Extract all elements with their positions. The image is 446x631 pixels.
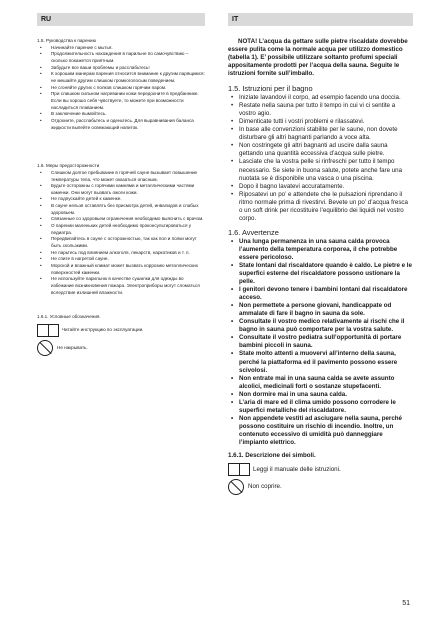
list-item: • Не подпускайте детей к каменке.: [37, 196, 205, 203]
list-item: • Lasciate che la vostra pelle si rinfreschi per tutto il tempo necessario. Se siete in buona salute, potete anche fare una nuotata se è disponibile una vasca o una piscina.: [228, 158, 413, 182]
book-icon: [37, 324, 59, 337]
it-section-1-6-title: 1.6. Avvertenze: [228, 227, 279, 237]
list-item: • Забудьте все ваши проблемы и расслабьтесь!: [37, 65, 205, 72]
list-item: • Не сгоняйте других с полков слишком горячим паром.: [37, 85, 205, 92]
list-item: • Iniziate lavandovi il corpo, ad esempio facendo una doccia.: [228, 94, 413, 102]
list-item: • Non entrate mai in una sauna calda se avete assunto alcolici, medicinali forti o sostanze stupefacenti.: [228, 375, 413, 391]
do-not-cover-icon: [37, 340, 53, 356]
ru-section-1-6-list: [37, 170, 205, 296]
it-symbol-nocover-row: [228, 479, 413, 495]
list-item: • State lontani dal riscaldatore quando è caldo. Le pietre e le superfici esterne del riscaldatore possono ustionare la pelle.: [228, 262, 413, 286]
list-item: • Dimenticate tutti i vostri problemi e rilassatevi.: [228, 118, 413, 126]
list-item: • При слишком сильном нагревании кожи передохните в предбаннике. Если вы хорошо себя чувствуете, то можете при возможности насладиться плаванием.: [37, 91, 205, 111]
list-item: • Морской и влажный климат может вызвать коррозию металлических поверхностей каменки.: [37, 263, 205, 276]
it-nota-paragraph: NOTA! L’acqua da gettare sulle pietre riscaldate dovrebbe essere pulita come la normale acqua per utilizzo domestico (tabella 1). E’ possibile utilizzare soltanto profumi speciali appositamente prodotti per l’acqua della sauna. Seguite le istruzioni fornite sull’imballo.: [228, 38, 408, 78]
it-symbol-read-row: [228, 463, 413, 476]
it-section-1-6-1-title: 1.6.1. Descrizione dei simboli.: [228, 452, 316, 460]
list-item: • Не парьтесь под влиянием алкоголя, лекарств, наркотиков и т. п.: [37, 250, 205, 257]
ru-section-1-5-title: 1.5. Руководства к парению: [37, 38, 97, 43]
list-item: • Dopo il bagno lavatevi accuratamente.: [228, 183, 413, 191]
list-item: • L’aria di mare ed il clima umido possono corrodere le superfici metalliche del riscaldatore.: [228, 399, 413, 415]
ru-section-1-6-title: 1.6. Меры предосторожности: [37, 163, 100, 169]
list-item: • Non costringete gli altri bagnanti ad uscire dalla sauna gettando una quantità eccessiva d’acqua sulle pietre.: [228, 142, 413, 158]
list-item: • I genitori devono tenere i bambini lontani dal riscaldatore acceso.: [228, 286, 413, 302]
it-column: [228, 38, 413, 495]
list-item: • Передвигайтесь в сауне с осторожностью, так как пол и полки могут быть скользкими.: [37, 236, 205, 249]
list-item: • Начинайте парение с мытья.: [37, 45, 205, 52]
list-item: • Слишком долгое пребывание в горячей сауне вызывает повышение температуры тела, что может оказаться опасным.: [37, 170, 205, 183]
list-item: • Non appendete vestiti ad asciugare nella sauna, perché possono costituire un rischio di incendio. Inoltre, un contenuto eccessivo di umidità può danneggiare l’impianto elettrico.: [228, 415, 413, 447]
ru-language-header: RU: [37, 13, 205, 26]
it-section-1-6-list: [228, 238, 413, 448]
list-item: • О парении маленьких детей необходимо проконсультироваться у педиатра.: [37, 223, 205, 236]
list-item: • Consultate il vostro medico relativamente ai rischi che il bagno in sauna può comportare per la vostra salute.: [228, 318, 413, 334]
it-language-header: IT: [228, 13, 413, 26]
it-section-1-5-title: 1.5. Istruzioni per il bagno: [228, 84, 313, 94]
list-item: • В сауне нельзя оставлять без присмотра детей, инвалидов и слабых здоровьем.: [37, 203, 205, 216]
ru-section-1-6-1-title: 1.6.1. Условные обозначения.: [37, 314, 101, 320]
ru-symbol-read-label: Читайте инструкцию по эксплуатации.: [62, 327, 144, 333]
ru-section-1-5-list: [37, 45, 205, 132]
it-symbol-nocover-label: Non coprire.: [248, 483, 282, 491]
ru-symbol-read-row: [37, 324, 205, 337]
list-item: • Non permettete a persone giovani, handicappate od ammalate di fare il bagno in sauna da sole.: [228, 302, 413, 318]
book-icon: [228, 463, 250, 476]
list-item: • Una lunga permanenza in una sauna calda provoca l’aumento della temperatura corporea, il che potrebbe essere pericoloso.: [228, 238, 413, 262]
list-item: • Riposatevi un po’ e attendete che le pulsazioni riprendano il ritmo normale prima di rivestirvi. Bevete un po’ d’acqua fresca o un soft drink per ricostituire l’equilibrio dei liquidi nel vostro corpo.: [228, 191, 413, 223]
ru-column: [37, 38, 205, 356]
it-symbol-read-label: Leggi il manuale delle istruzioni.: [253, 465, 341, 473]
list-item: • Будьте осторожны с горячими камнями и металлическими частями каменки. Они могут вызвать ожоги кожи.: [37, 183, 205, 196]
list-item: • Non dormire mai in una sauna calda.: [228, 391, 413, 399]
page-number: 51: [402, 600, 410, 607]
list-item: • Restate nella sauna per tutto il tempo in cui vi ci sentite a vostro agio.: [228, 102, 413, 118]
list-item: • Не спите в нагретой сауне.: [37, 256, 205, 263]
list-item: • Отдохните, расслабьтесь и оденьтесь. Для выравнивания баланса жидкости выпейте освежающий напиток.: [37, 118, 205, 131]
do-not-cover-icon: [228, 479, 244, 495]
list-item: • В заключение вымойтесь.: [37, 111, 205, 118]
ru-symbol-nocover-row: [37, 340, 205, 356]
list-item: • Consultate il vostro pediatra sull’opportunità di portare bambini piccoli in sauna.: [228, 334, 413, 350]
it-section-1-5-list: [228, 94, 413, 223]
list-item: • К хорошим манерам парения относится внимание к другим парящимся: не мешайте другим слишком громкоголосым поведением.: [37, 71, 205, 84]
list-item: • State molto attenti a muovervi all’interno della sauna, perché la piattaforma ed il pavimento possono essere scivolosi.: [228, 350, 413, 374]
ru-symbol-nocover-label: Не накрывать.: [57, 344, 88, 350]
list-item: • Продолжительность нахождения в парильне по самочувствию – сколько покажется приятным.: [37, 51, 205, 64]
list-item: • In base alle convenzioni stabilite per le saune, non dovete disturbare gli altri bagnanti parlando a voce alta.: [228, 126, 413, 142]
list-item: • Не используйте парильню в качестве сушилки для одежды во избежание возникновения пожара. Электроприборы могут сломаться вследствие излишней влажности.: [37, 276, 205, 296]
list-item: • Связанные со здоровьем ограничения необходимо выяснить с врачом.: [37, 216, 205, 223]
